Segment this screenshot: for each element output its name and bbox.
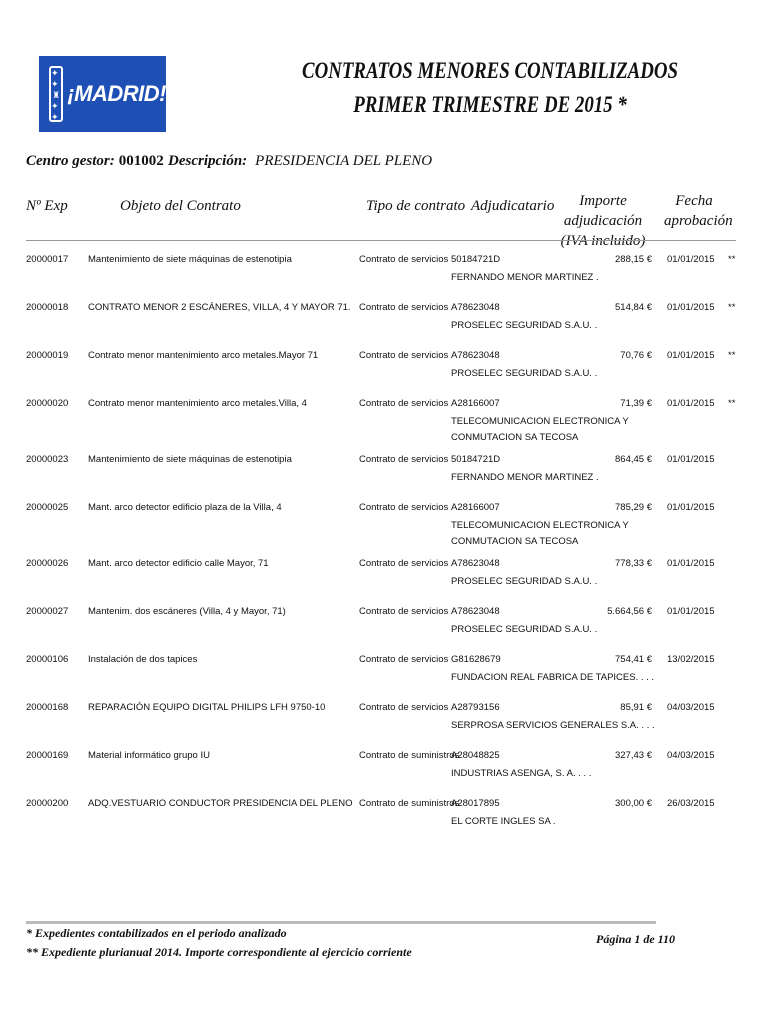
adjudicatario-nif: A78623048 bbox=[451, 558, 500, 569]
contract-object: CONTRATO MENOR 2 ESCÁNERES, VILLA, 4 Y MAYOR 71. bbox=[88, 302, 351, 313]
adjudicatario-name: EL CORTE INGLES SA . bbox=[451, 816, 556, 827]
adjudicatario-nif: A78623048 bbox=[451, 350, 500, 361]
coat-of-arms-icon: ✦ ✦ ♜ ✦ ✦ bbox=[49, 66, 63, 122]
importe: 288,15 € bbox=[615, 254, 652, 265]
footer-note-1: * Expedientes contabilizados en el periodo analizado bbox=[26, 926, 287, 940]
footer-note-2: ** Expediente plurianual 2014. Importe correspondiente al ejercicio corriente bbox=[26, 945, 412, 959]
fecha-aprobacion: 13/02/2015 bbox=[667, 654, 715, 665]
exp-number: 20000018 bbox=[26, 302, 69, 313]
adjudicatario-nif: A78623048 bbox=[451, 302, 500, 313]
contract-type: Contrato de servicios bbox=[359, 502, 449, 513]
importe: 300,00 € bbox=[615, 798, 652, 809]
fecha-aprobacion: 01/01/2015 bbox=[667, 558, 715, 569]
header-divider bbox=[26, 240, 736, 241]
contract-object: Material informático grupo IU bbox=[88, 750, 210, 761]
footer-divider bbox=[26, 921, 656, 924]
page-number: Página 1 de 110 bbox=[596, 932, 676, 946]
fecha-aprobacion: 26/03/2015 bbox=[667, 798, 715, 809]
exp-number: 20000168 bbox=[26, 702, 69, 713]
adjudicatario-name: FUNDACION REAL FABRICA DE TAPICES. . . . bbox=[451, 672, 655, 683]
importe: 778,33 € bbox=[615, 558, 652, 569]
adjudicatario-nif: 50184721D bbox=[451, 254, 501, 265]
fecha-aprobacion: 01/01/2015 bbox=[667, 302, 715, 313]
madrid-logo bbox=[39, 56, 166, 132]
adjudicatario-name: FERNANDO MENOR MARTINEZ . bbox=[451, 472, 599, 483]
adjudicatario-nif: A28166007 bbox=[451, 398, 500, 409]
fecha-aprobacion: 01/01/2015 bbox=[667, 606, 715, 617]
contract-object: Mant. arco detector edificio plaza de la Villa, 4 bbox=[88, 502, 282, 513]
importe: 327,43 € bbox=[615, 750, 652, 761]
fecha-aprobacion: 04/03/2015 bbox=[667, 750, 715, 761]
centro-gestor bbox=[26, 153, 164, 170]
importe: 785,29 € bbox=[615, 502, 652, 513]
contract-object: Contrato menor mantenimiento arco metales.Mayor 71 bbox=[88, 350, 319, 361]
col-header-fecha-line1: Fecha bbox=[675, 193, 713, 209]
centro-gestor-value: 001002 bbox=[118, 153, 164, 169]
col-header-fecha bbox=[664, 191, 733, 231]
adjudicatario-name-line2: CONMUTACION SA TECOSA bbox=[451, 432, 579, 443]
adjudicatario-name: PROSELEC SEGURIDAD S.A.U. . bbox=[451, 624, 598, 635]
col-header-objeto: Objeto del Contrato bbox=[120, 198, 241, 214]
centro-gestor-label: Centro gestor: bbox=[26, 153, 115, 169]
adjudicatario-nif: A28048825 bbox=[451, 750, 500, 761]
contract-object: Contrato menor mantenimiento arco metales.Villa, 4 bbox=[88, 398, 307, 409]
descripcion-value: PRESIDENCIA DEL PLENO bbox=[255, 153, 433, 169]
adjudicatario-name-line2: CONMUTACION SA TECOSA bbox=[451, 536, 579, 547]
report-subtitle: PRIMER TRIMESTRE DE 2015 * bbox=[353, 92, 627, 117]
col-header-exp: Nº Exp bbox=[26, 198, 68, 214]
contract-object: Instalación de dos tapices bbox=[88, 654, 198, 665]
adjudicatario-name: PROSELEC SEGURIDAD S.A.U. . bbox=[451, 576, 598, 587]
contract-object: Mantenimiento de siete máquinas de estenotipia bbox=[88, 454, 292, 465]
adjudicatario-name: PROSELEC SEGURIDAD S.A.U. . bbox=[451, 368, 598, 379]
exp-number: 20000200 bbox=[26, 798, 69, 809]
plurianual-mark: ** bbox=[728, 254, 736, 265]
adjudicatario-name: PROSELEC SEGURIDAD S.A.U. . bbox=[451, 320, 598, 331]
importe: 864,45 € bbox=[615, 454, 652, 465]
contract-type: Contrato de servicios bbox=[359, 558, 449, 569]
fecha-aprobacion: 01/01/2015 bbox=[667, 398, 715, 409]
contract-object: Mant. arco detector edificio calle Mayor, 71 bbox=[88, 558, 269, 569]
col-header-importe-line1: Importe adjudicación bbox=[563, 193, 643, 229]
adjudicatario-name: TELECOMUNICACION ELECTRONICA Y bbox=[451, 416, 629, 427]
col-header-importe-line2: (IVA incluido) bbox=[560, 233, 646, 249]
plurianual-mark: ** bbox=[728, 350, 736, 361]
adjudicatario-name: SERPROSA SERVICIOS GENERALES S.A. . . . bbox=[451, 720, 655, 731]
fecha-aprobacion: 01/01/2015 bbox=[667, 350, 715, 361]
contract-type: Contrato de servicios bbox=[359, 398, 449, 409]
contract-type: Contrato de servicios bbox=[359, 302, 449, 313]
contract-object: Mantenim. dos escáneres (Villa, 4 y Mayor, 71) bbox=[88, 606, 286, 617]
adjudicatario-nif: A28166007 bbox=[451, 502, 500, 513]
exp-number: 20000020 bbox=[26, 398, 69, 409]
fecha-aprobacion: 01/01/2015 bbox=[667, 454, 715, 465]
contract-type: Contrato de servicios bbox=[359, 654, 449, 665]
col-header-adjudicatario: Adjudicatario bbox=[471, 198, 555, 214]
importe: 71,39 € bbox=[620, 398, 652, 409]
plurianual-mark: ** bbox=[728, 302, 736, 313]
exp-number: 20000027 bbox=[26, 606, 69, 617]
exp-number: 20000025 bbox=[26, 502, 69, 513]
exp-number: 20000019 bbox=[26, 350, 69, 361]
adjudicatario-nif: 50184721D bbox=[451, 454, 501, 465]
exp-number: 20000026 bbox=[26, 558, 69, 569]
importe: 85,91 € bbox=[620, 702, 652, 713]
descripcion-label: Descripción: bbox=[168, 153, 248, 169]
col-header-importe bbox=[548, 191, 658, 251]
contract-type: Contrato de suministros bbox=[359, 798, 460, 809]
adjudicatario-nif: A78623048 bbox=[451, 606, 500, 617]
contract-type: Contrato de servicios bbox=[359, 702, 449, 713]
fecha-aprobacion: 04/03/2015 bbox=[667, 702, 715, 713]
adjudicatario bbox=[451, 796, 556, 830]
importe: 5.664,56 € bbox=[607, 606, 652, 617]
col-header-fecha-line2: aprobación bbox=[664, 213, 733, 229]
descripcion bbox=[168, 153, 432, 170]
exp-number: 20000106 bbox=[26, 654, 69, 665]
adjudicatario-name: FERNANDO MENOR MARTINEZ . bbox=[451, 272, 599, 283]
contract-object: REPARACIÓN EQUIPO DIGITAL PHILIPS LFH 9750-10 bbox=[88, 702, 326, 713]
contract-type: Contrato de servicios bbox=[359, 606, 449, 617]
col-header-tipo: Tipo de contrato bbox=[366, 198, 466, 214]
adjudicatario-name: INDUSTRIAS ASENGA, S. A. . . . bbox=[451, 768, 592, 779]
adjudicatario-nif: A28793156 bbox=[451, 702, 500, 713]
contract-type: Contrato de servicios bbox=[359, 254, 449, 265]
contract-type: Contrato de servicios bbox=[359, 350, 449, 361]
exp-number: 20000023 bbox=[26, 454, 69, 465]
contract-object: Mantenimiento de siete máquinas de estenotipia bbox=[88, 254, 292, 265]
adjudicatario-nif: A28017895 bbox=[451, 798, 500, 809]
adjudicatario-name: TELECOMUNICACION ELECTRONICA Y bbox=[451, 520, 629, 531]
contract-type: Contrato de servicios bbox=[359, 454, 449, 465]
exp-number: 20000169 bbox=[26, 750, 69, 761]
adjudicatario-nif: G81628679 bbox=[451, 654, 501, 665]
fecha-aprobacion: 01/01/2015 bbox=[667, 502, 715, 513]
importe: 754,41 € bbox=[615, 654, 652, 665]
importe: 514,84 € bbox=[615, 302, 652, 313]
contract-type: Contrato de suministros bbox=[359, 750, 460, 761]
report-title: CONTRATOS MENORES CONTABILIZADOS bbox=[302, 58, 678, 83]
logo-wordmark: ¡MADRID! bbox=[67, 81, 166, 106]
exp-number: 20000017 bbox=[26, 254, 69, 265]
plurianual-mark: ** bbox=[728, 398, 736, 409]
importe: 70,76 € bbox=[620, 350, 652, 361]
contract-object: ADQ.VESTUARIO CONDUCTOR PRESIDENCIA DEL PLENO bbox=[88, 798, 353, 809]
fecha-aprobacion: 01/01/2015 bbox=[667, 254, 715, 265]
